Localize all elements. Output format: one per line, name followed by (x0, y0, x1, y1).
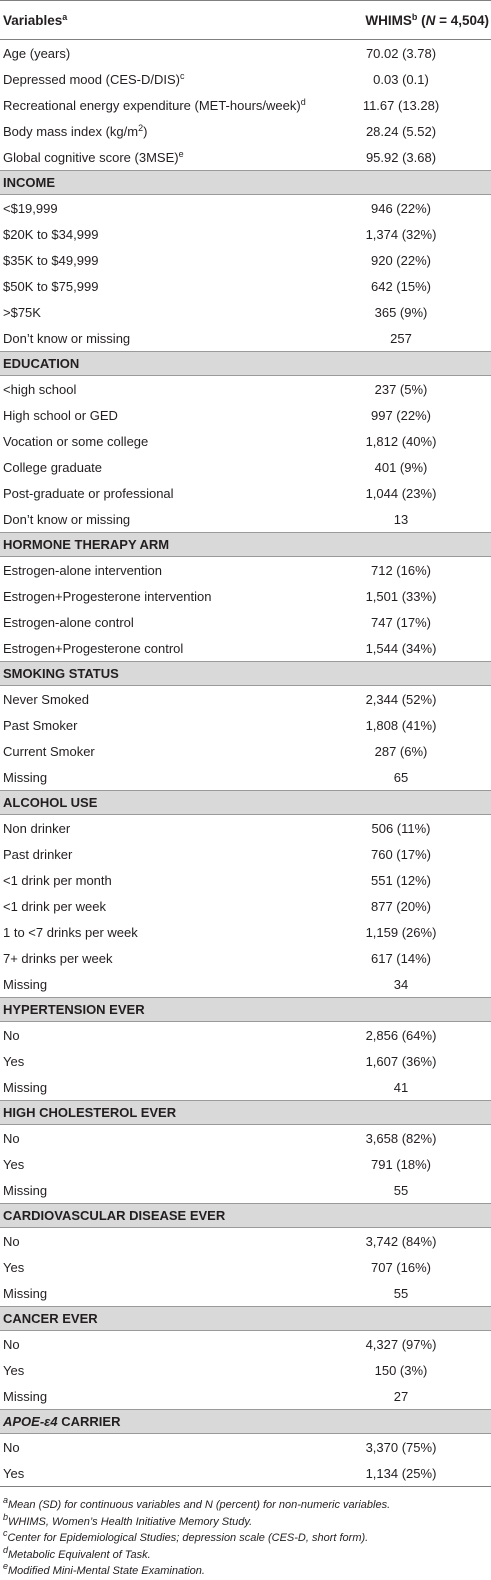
row-value: 791 (18%) (371, 1156, 431, 1172)
section-title: HORMONE THERAPY ARM (0, 533, 491, 557)
table-row (0, 428, 491, 454)
section-header (0, 791, 491, 815)
row-label: Yes (0, 1460, 311, 1487)
apoe-title-rest: CARRIER (57, 1414, 121, 1429)
table-row (0, 376, 491, 403)
row-value: 150 (3%) (374, 1362, 428, 1378)
section-title: ALCOHOL USE (0, 791, 491, 815)
section-title: CARDIOVASCULAR DISEASE EVER (0, 1204, 491, 1228)
section-title: SMOKING STATUS (0, 662, 491, 686)
table-row (0, 402, 491, 428)
row-label: Post-graduate or professional (3, 485, 174, 501)
row-value: 760 (17%) (371, 846, 431, 862)
row-label: Estrogen-alone control (3, 614, 134, 630)
row-label: <1 drink per month (3, 872, 112, 888)
section-header (0, 1410, 491, 1434)
table-row (0, 841, 491, 867)
table-row (0, 325, 491, 352)
row-value: 95.92 (3.68) (365, 149, 437, 165)
row-label: No (3, 1233, 20, 1249)
table-row (0, 221, 491, 247)
row-value: 1,812 (40%) (365, 433, 437, 449)
row-label: Depressed mood $(CES-D/DIS)^c$ (3, 70, 185, 87)
row-value: 1,044 (23%) (365, 485, 437, 501)
table-row (0, 1331, 491, 1358)
row-label: Yes (3, 1053, 25, 1069)
table-row (0, 118, 491, 144)
section-title (0, 1410, 491, 1434)
footnote-mark: e (3, 1561, 9, 1571)
table-row (0, 815, 491, 842)
row-label: Missing (3, 1285, 48, 1301)
table-row (0, 1280, 491, 1307)
row-label: $20K to $34,999 (3, 226, 99, 242)
row-value: 11.67 (13.28) (362, 97, 440, 113)
footnote-mark: b (3, 1511, 9, 1522)
table-row (0, 945, 491, 971)
footnote (3, 1511, 491, 1531)
row-label: Missing (3, 1079, 48, 1095)
row-value: 997 (22%) (371, 407, 431, 423)
section-header (0, 1101, 491, 1125)
table-row (0, 454, 491, 480)
row-label: Estrogen+Progesterone control (3, 640, 184, 656)
row-value: 642 (15%) (371, 278, 431, 294)
row-label: $50K to $75,999 (3, 278, 99, 294)
section-title: EDUCATION (0, 352, 491, 376)
section-header (0, 171, 491, 195)
row-label: No (3, 1027, 20, 1043)
row-value: 946 (22%) (371, 200, 431, 216)
row-label: Estrogen+Progesterone intervention (3, 588, 212, 604)
row-label: Missing (3, 976, 48, 992)
row-label: Estrogen-alone intervention (3, 562, 162, 578)
row-value: 257 (390, 330, 412, 346)
table-row (0, 557, 491, 584)
row-value: 365 (9%) (374, 304, 428, 320)
table-row (0, 1177, 491, 1204)
footnote-text: Metabolic Equivalent of Task. (8, 1548, 151, 1561)
row-value: 920 (22%) (371, 252, 431, 268)
row-value: 3,742 (84%) (365, 1233, 437, 1249)
section-header (0, 533, 491, 557)
row-value: 55 (393, 1182, 409, 1198)
section-title: CANCER EVER (0, 1307, 491, 1331)
row-label: Never Smoked (3, 691, 89, 707)
table-row (0, 1254, 491, 1280)
table-row (0, 1074, 491, 1101)
row-value: 28.24 (5.52) (365, 123, 437, 139)
table-row (0, 273, 491, 299)
section-title: HYPERTENSION EVER (0, 998, 491, 1022)
row-value: 287 (6%) (374, 743, 428, 759)
table-row (0, 919, 491, 945)
row-value: 0.03 (0.1) (373, 71, 429, 87)
footnote (3, 1563, 491, 1580)
footnote (3, 1497, 491, 1514)
table-row (0, 195, 491, 222)
table-row (0, 583, 491, 609)
row-label: Don’t know or missing (3, 330, 131, 346)
table-row (0, 738, 491, 764)
row-value: 1,159 (26%) (365, 924, 437, 940)
table-row (0, 1460, 491, 1487)
row-label: Past Smoker (3, 717, 78, 733)
row-label: <$19,999 (3, 200, 58, 216)
table-row (0, 1151, 491, 1177)
footnotes (0, 1487, 491, 1580)
table-row (0, 1357, 491, 1383)
table-header-row (0, 1, 491, 40)
row-label: 7+ drinks per week (3, 950, 113, 966)
row-value: 617 (14%) (371, 950, 431, 966)
section-header (0, 998, 491, 1022)
row-label: No (3, 1130, 20, 1146)
table-row (0, 686, 491, 713)
row-value: 1,808 (41%) (365, 717, 437, 733)
row-label: Past drinker (3, 846, 73, 862)
row-label: Global cognitive score $(3MSE)^e$ (3, 148, 184, 165)
table-row (0, 40, 491, 67)
row-label: Missing (3, 1388, 48, 1404)
row-value: 237 (5%) (374, 381, 428, 397)
table-row (0, 635, 491, 662)
row-label: Non drinker (3, 820, 71, 836)
row-label: No (3, 1336, 20, 1352)
footnote-mark: d (3, 1544, 9, 1555)
row-value: 55 (393, 1285, 409, 1301)
row-label: >$75K (3, 304, 41, 320)
row-label: Body mass index $(kg/m^2)$ (3, 122, 148, 139)
row-value: 707 (16%) (371, 1259, 431, 1275)
section-header (0, 1204, 491, 1228)
footnote-text: Modified Mini-Mental State Examination. (8, 1565, 205, 1577)
table-row (0, 66, 491, 92)
table-row (0, 971, 491, 998)
footnote-text: WHIMS, Women’s Health Initiative Memory Study. (8, 1515, 253, 1528)
row-value: 2,856 (64%) (365, 1027, 437, 1043)
table-row (0, 893, 491, 919)
row-value: 1,544 (34%) (365, 640, 437, 656)
table-row (0, 712, 491, 738)
row-value: 877 (20%) (371, 898, 431, 914)
row-value: 1,134 (25%) (311, 1460, 491, 1487)
table-row (0, 299, 491, 325)
row-value: 401 (9%) (374, 459, 428, 475)
row-value: 3,370 (75%) (365, 1439, 437, 1455)
table-row (0, 92, 491, 118)
row-value: 2,344 (52%) (365, 691, 437, 707)
row-value: 4,327 (97%) (365, 1336, 437, 1352)
row-label: Missing (3, 1182, 48, 1198)
row-value: 13 (393, 511, 409, 527)
table-row (0, 1022, 491, 1049)
row-value: 65 (393, 769, 409, 785)
section-title: HIGH CHOLESTEROL EVER (0, 1101, 491, 1125)
row-value: 712 (16%) (371, 562, 431, 578)
table-row (0, 1383, 491, 1410)
footnote-mark: a (3, 1495, 9, 1505)
footnote-text: Mean (SD) for continuous variables and N (percent) for non-numeric variables. (8, 1499, 391, 1511)
table-row (0, 247, 491, 273)
row-label: $35K to $49,999 (3, 252, 99, 268)
section-header (0, 662, 491, 686)
whims-header: WHIMS$^b$ (N = 4,504) (311, 1, 491, 40)
row-label: 1 to <7 drinks per week (3, 924, 138, 940)
table-row (0, 1125, 491, 1152)
apoe-gene-name: APOE-ε4 (3, 1414, 58, 1429)
row-value: 3,658 (82%) (365, 1130, 437, 1146)
row-label: No (3, 1439, 20, 1455)
row-value: 551 (12%) (371, 872, 431, 888)
footnote-text: Center for Epidemiological Studies; depression scale (CES-D, short form). (7, 1532, 369, 1544)
row-value: 27 (393, 1388, 409, 1404)
table-row (0, 1048, 491, 1074)
row-value: 1,607 (36%) (365, 1053, 437, 1069)
table-row (0, 867, 491, 893)
row-label: Don’t know or missing (3, 511, 131, 527)
row-value: 1,501 (33%) (365, 588, 437, 604)
row-label: Vocation or some college (3, 433, 149, 449)
row-label: High school or GED (3, 407, 118, 423)
row-label: Missing (3, 769, 48, 785)
row-label: Yes (3, 1259, 25, 1275)
table-row (0, 1434, 491, 1461)
row-label: <1 drink per week (3, 898, 106, 914)
row-value: 41 (393, 1079, 409, 1095)
row-value: 70.02 (3.78) (365, 45, 437, 61)
footnote (3, 1544, 491, 1564)
table-row (0, 480, 491, 506)
footnote (3, 1530, 491, 1547)
row-value: 1,374 (32%) (365, 226, 437, 242)
section-header (0, 352, 491, 376)
row-label: Age (years) (3, 45, 71, 61)
table-row (0, 609, 491, 635)
row-label: Yes (3, 1156, 25, 1172)
row-label: Recreational energy expenditure (MET-hours/week)$^d$ (3, 96, 306, 113)
section-title: INCOME (0, 171, 491, 195)
table-row (0, 144, 491, 171)
table-row (0, 1228, 491, 1255)
row-value: 34 (393, 976, 409, 992)
row-label: Yes (3, 1362, 25, 1378)
table-row (0, 506, 491, 533)
row-label: College graduate (3, 459, 103, 475)
row-label: Current Smoker (3, 743, 95, 759)
row-value: 747 (17%) (371, 614, 431, 630)
variables-header: Variables$^a$ (0, 1, 311, 40)
table-row (0, 764, 491, 791)
footnote-mark: c (3, 1528, 8, 1538)
row-label: <high school (3, 381, 77, 397)
section-header (0, 1307, 491, 1331)
row-value: 506 (11%) (371, 820, 431, 836)
